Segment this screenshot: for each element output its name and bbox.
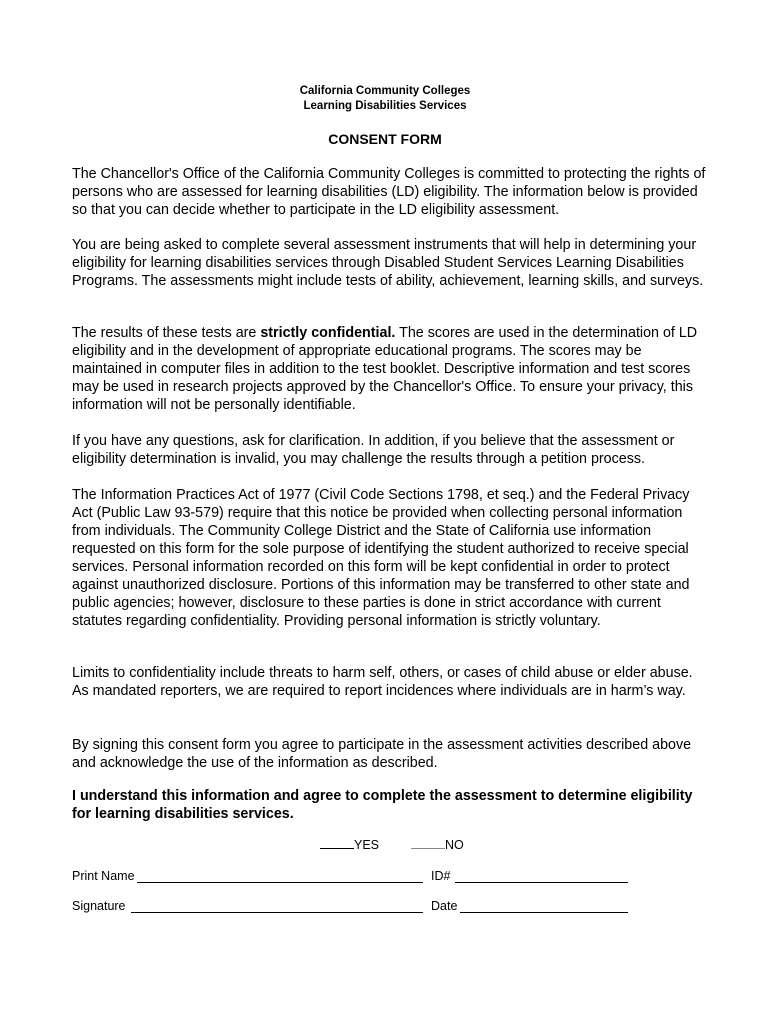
paragraph-agreement: By signing this consent form you agree to participate in the assessment activities described above and acknowledge the use of the information as described. xyxy=(72,737,692,771)
paragraph-confidentiality xyxy=(72,324,712,414)
no-label: NO xyxy=(445,838,464,852)
confidentiality-text-start: The results of these tests are xyxy=(72,325,261,341)
date-label: Date xyxy=(431,899,458,913)
paragraph-assessments: You are being asked to complete several assessment instruments that will help in determining your eligibility for learning disabilities services through Disabled Student Services Learning Disabilities Programs. The assessments might include tests of ability, achievement, learning skills, and surveys. xyxy=(72,237,704,289)
header-department: Learning Disabilities Services xyxy=(303,100,467,112)
form-title: CONSENT FORM xyxy=(328,131,442,147)
date-line[interactable] xyxy=(460,912,628,913)
signature-line[interactable] xyxy=(131,912,423,913)
id-line[interactable] xyxy=(455,882,628,883)
paragraph-limits: Limits to confidentiality include threats to harm self, others, or cases of child abuse or elder abuse. As mandated reporters, we are required to report incidences where individuals are in harm’s way. xyxy=(72,665,693,699)
confidentiality-emphasis: strictly confidential. xyxy=(260,325,396,341)
print-name-label: Print Name xyxy=(72,869,135,883)
signature-label: Signature xyxy=(72,899,126,913)
no-choice[interactable] xyxy=(411,838,464,852)
paragraph-questions: If you have any questions, ask for clarification. In addition, if you believe that the assessment or eligibility determination is invalid, you may challenge the results through a petition process. xyxy=(72,433,675,467)
yes-choice[interactable] xyxy=(320,838,379,852)
header-institution: California Community Colleges xyxy=(299,85,471,97)
acknowledgement-statement: I understand this information and agree to complete the assessment to determine eligibility for learning disabilities services. xyxy=(72,788,693,822)
no-blank[interactable] xyxy=(411,838,445,849)
id-label: ID# xyxy=(431,869,451,883)
confidentiality-text-end: The scores are used in the determination of LD eligibility and in the development of appropriate educational programs. The scores may be maintained in computer files in addition to the test booklet. Descriptive information and test scores may be used in research projects approved by the Chancellor's Office. To ensure your privacy, this information will not be personally identifiable. xyxy=(72,325,698,413)
paragraph-privacy-act: The Information Practices Act of 1977 (Civil Code Sections 1798, et seq.) and the Federal Privacy Act (Public Law 93-579) require that this notice be provided when collecting personal information from individuals. The Community College District and the State of California use information requested on this form for the sole purpose of identifying the student authorized to receive special services. Personal information recorded on this form will be kept confidential in order to protect against unauthorized disclosure. Portions of this information may be transferred to other state and public agencies; however, disclosure to these parties is done in strict accordance with current statutes regarding confidentiality. Providing personal information is strictly voluntary. xyxy=(72,487,690,629)
paragraph-intro: The Chancellor's Office of the California Community Colleges is committed to protecting the rights of persons who are assessed for learning disabilities (LD) eligibility. The information below is provided so that you can decide whether to participate in the LD eligibility assessment. xyxy=(72,166,706,218)
print-name-line[interactable] xyxy=(137,882,423,883)
yes-blank[interactable] xyxy=(320,838,354,849)
yes-label: YES xyxy=(354,838,380,852)
